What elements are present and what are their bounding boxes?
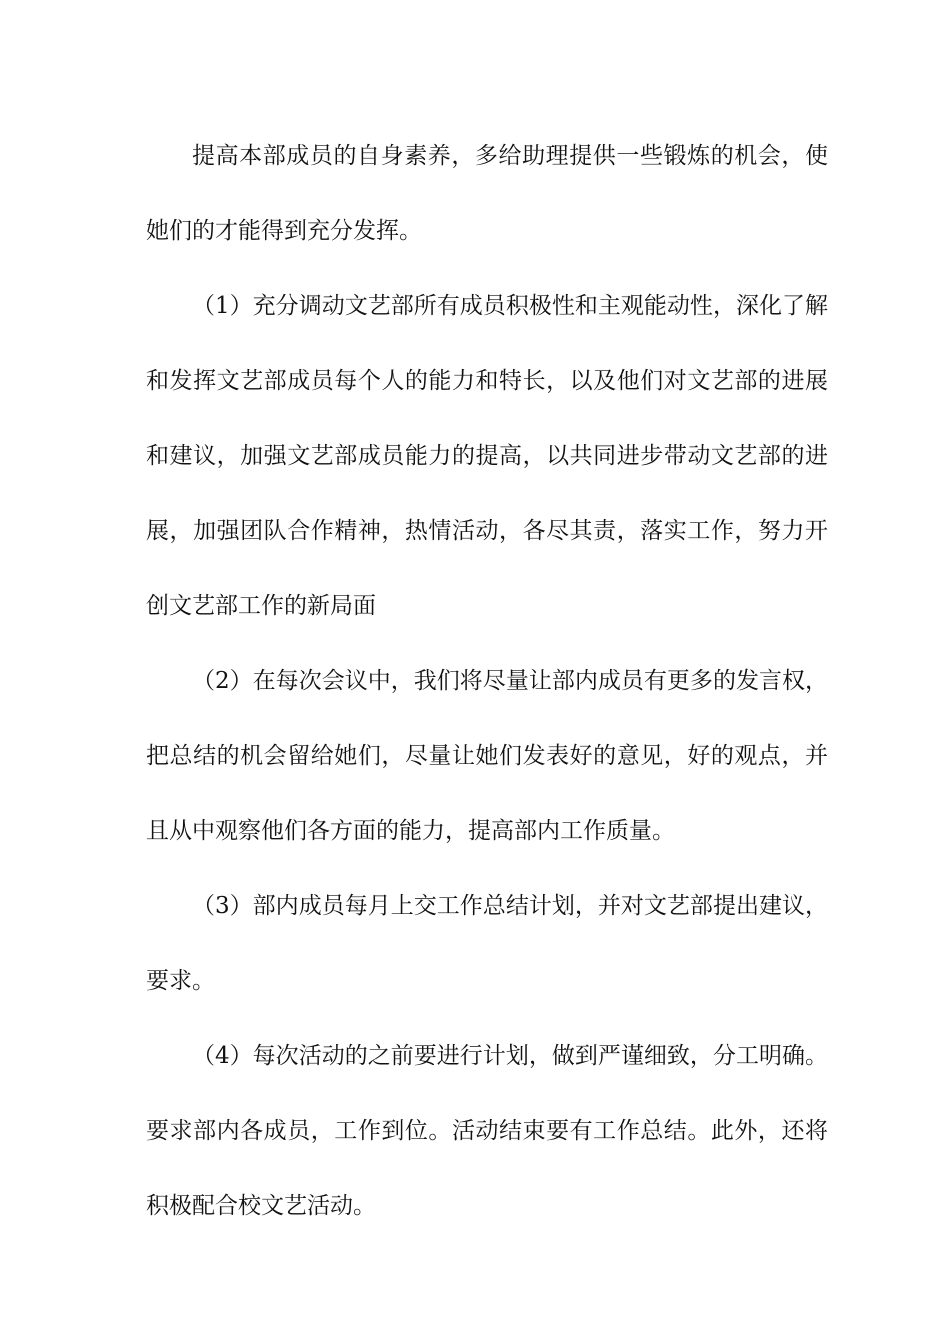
paragraph-item-4: （4）每次活动的之前要进行计划，做到严谨细致，分工明确。要求部内各成员，工作到位。活动结束要有工作总结。此外，还将积极配合校文艺活动。 (146, 1043, 828, 1219)
paragraph-item-3: （3）部内成员每月上交工作总结计划，并对文艺部提出建议，要求。 (146, 893, 828, 994)
paragraph-item-2: （2）在每次会议中，我们将尽量让部内成员有更多的发言权，把总结的机会留给她们，尽量让她们发表好的意见，好的观点，并且从中观察他们各方面的能力，提高部内工作质量。 (146, 668, 828, 844)
paragraph-intro: 提高本部成员的自身素养，多给助理提供一些锻炼的机会，使她们的才能得到充分发挥。 (146, 143, 828, 244)
paragraph-item-1: （1）充分调动文艺部所有成员积极性和主观能动性，深化了解和发挥文艺部成员每个人的能力和特长，以及他们对文艺部的进展和建议，加强文艺部成员能力的提高，以共同进步带动文艺部的进展，加强团队合作精神，热情活动，各尽其责，落实工作，努力开创文艺部工作的新局面 (146, 293, 828, 619)
document-body (146, 119, 828, 1244)
